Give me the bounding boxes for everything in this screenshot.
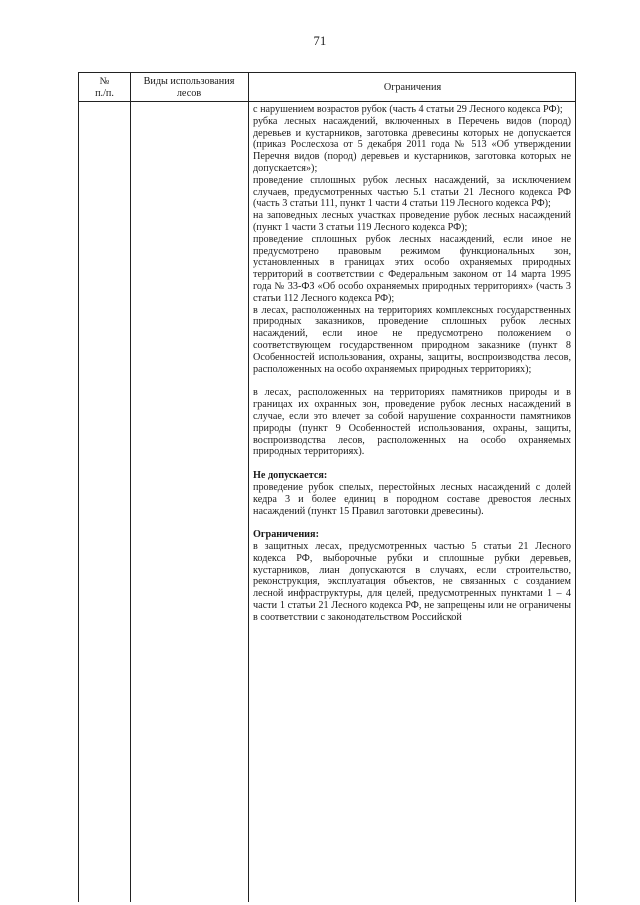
- header-usage-type: Виды использования лесов: [143, 76, 235, 99]
- spacer: [253, 458, 571, 470]
- heading-restrictions: Ограничения:: [253, 529, 319, 541]
- paragraph: проведение сплошных рубок лесных насаждений, за исключением случаев, предусмотренных частью 5.1 статьи 21 Лесного кодекса РФ (часть 3 статьи 111, пункт 1 части 4 статьи 119 Лесного кодекса РФ);: [253, 174, 571, 210]
- paragraph: проведение сплошных рубок лесных насаждений, если иное не предусмотрено правовым режимом функциональных зон, установленных в границах этих особо охраняемых природных территорий в соответствии с Федеральным законом от 14 марта 1995 года № 33-ФЗ «Об особо охраняемых природных территориях» (часть 3 статьи 112 Лесного кодекса РФ);: [253, 233, 571, 304]
- restrictions-text: [253, 104, 571, 624]
- paragraph: в лесах, расположенных на территориях памятников природы и в границах их охранных зон, проведение рубок лесных насаждений в случае, если это влечет за собой нарушение сохранности памятников природы (пункт 9 Особенностей использования, охраны, защиты, воспроизводства лесов, расположенных на особо охраняемых природных территориях).: [253, 387, 571, 458]
- header-number: № п./п.: [95, 76, 114, 99]
- column-divider: [248, 73, 249, 902]
- paragraph: проведение рубок спелых, перестойных лесных насаждений с долей кедра 3 и более единиц в породном составе древостоя лесных насаждений (пункт 15 Правил заготовки древесины).: [253, 481, 571, 517]
- paragraph: на заповедных лесных участках проведение рубок лесных насаждений (пункт 1 части 3 статьи 119 Лесного кодекса РФ);: [253, 210, 571, 233]
- paragraph: с нарушением возрастов рубок (часть 4 статьи 29 Лесного кодекса РФ);: [253, 104, 563, 115]
- spacer: [253, 375, 571, 387]
- header-divider: [79, 101, 575, 102]
- paragraph: рубка лесных насаждений, включенных в Перечень видов (пород) деревьев и кустарников, заготовка древесины которых не допускается (приказ Рослесхоза от 5 декабря 2011 года № 513 «Об утверждении Перечня видов (пород) деревьев и кустарников, заготовка которых не допускается»);: [253, 115, 571, 174]
- restrictions-table: [78, 72, 576, 902]
- column-divider: [130, 73, 131, 902]
- header-restrictions: Ограничения: [383, 82, 442, 93]
- paragraph: в защитных лесах, предусмотренных частью 5 статьи 21 Лесного кодекса РФ, выборочные рубки и сплошные рубки деревьев, кустарников, лиан допускаются в случаях, если строительство, реконструкция, эксплуатация объектов, не связанных с созданием лесной инфраструктуры, для целей, предусмотренных пунктами 1 – 4 части 1 статьи 21 Лесного кодекса РФ, не запрещены или не ограничены в соответствии с законодательством Российской: [253, 541, 571, 623]
- page-number: 71: [313, 34, 327, 48]
- heading-not-allowed: Не допускается:: [253, 470, 328, 482]
- spacer: [253, 517, 571, 529]
- paragraph: в лесах, расположенных на территориях комплексных государственных природных заказников, проведение сплошных рубок лесных насаждений, если иное не предусмотрено положением о соответствующем государственном природном заказнике (пункт 8 Особенностей использования, охраны, защиты, воспроизводства лесов, расположенных на особо охраняемых природных территориях);: [253, 304, 571, 375]
